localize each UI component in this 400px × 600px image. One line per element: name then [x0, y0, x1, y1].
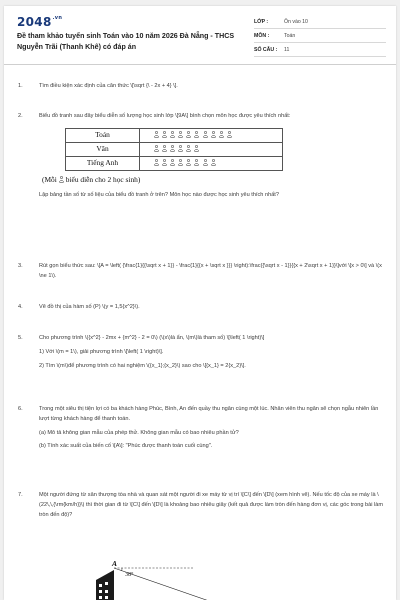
person-icon: [162, 144, 167, 151]
meta-row-subject: [254, 29, 386, 43]
logo-suffix: .vn: [52, 15, 63, 21]
person-icon: [154, 158, 159, 165]
meta-value: Toán: [284, 32, 296, 39]
building-icon: [96, 570, 114, 600]
legend-prefix: (Mỗi: [42, 174, 57, 184]
person-icon: [162, 158, 167, 165]
person-icon: [227, 130, 232, 137]
meta-info: [254, 15, 386, 57]
question-followup: Lập bảng tần số từ số liệu của biểu đồ tranh ở trên? Môn học nào được học sinh yêu thích nhất?: [39, 191, 279, 198]
question-3: [18, 262, 384, 282]
site-logo[interactable]: [17, 15, 62, 29]
pictograph-legend: [42, 174, 384, 187]
person-icon: [178, 144, 183, 151]
person-icon: [154, 130, 159, 137]
question-text: Biểu đồ tranh sau đây biểu diễn số lượng học sinh lớp \[9A\] bình chọn môn học được yêu thích nhất:: [39, 113, 291, 119]
question-part: 2) Tìm \(m\)để phương trình có hai nghiệm \({x_1};{x_2}\) sao cho \[{x_1} = 2{x_2}\].: [39, 362, 246, 369]
person-icon: [194, 130, 199, 137]
pictograph-row: [66, 156, 283, 170]
question-6: [18, 405, 384, 452]
meta-label: MÔN :: [254, 32, 270, 39]
question-part: (b) Tính xác suất của biến cố \[A\]: "Phúc được thanh toán cuối cùng".: [39, 443, 213, 450]
person-icon: [219, 130, 224, 137]
person-icon: [170, 144, 175, 151]
meta-row-count: [254, 43, 386, 57]
building-figure: [84, 558, 214, 600]
pictograph-label: Văn: [66, 142, 140, 156]
pictograph-icons: [140, 128, 283, 142]
question-number: 4.: [18, 304, 23, 310]
question-2: [18, 112, 384, 200]
pictograph-icons: [140, 142, 283, 156]
pictograph-row: [66, 142, 283, 156]
question-part: 1) Với \(m = 1\), giải phương trình \[\left( 1 \right)\].: [39, 348, 164, 355]
person-icon: [59, 175, 64, 182]
meta-label: SỐ CÂU :: [254, 46, 278, 53]
pictograph-row: [66, 128, 283, 142]
question-number: 2.: [18, 113, 23, 119]
person-icon: [211, 158, 216, 165]
person-icon: [203, 130, 208, 137]
point-a-label: A: [112, 559, 118, 568]
person-icon: [194, 144, 199, 151]
question-5: [18, 334, 384, 371]
person-icon: [178, 158, 183, 165]
question-text: Một người đứng từ sân thượng tòa nhà và quan sát một người đi xe máy từ vị trí \[C\] đến \[D\] (xem hình vẽ). Nếu tốc độ của xe máy là \(22\,\,{\rm{km/h}}\) thì thời gian đi từ \[C\] đến \[D\] là khoảng bao nhiêu giây (kết quả được làm tròn đến hàng đơn vị, các góc trong bài làm tròn đến độ)?: [39, 492, 384, 518]
person-icon: [203, 158, 208, 165]
question-text: Cho phương trình \({x^2} - 2mx + {m^2} - 2 = 0\) (\(x\)là ẩn, \(m\)là tham số) \[\left( 1 \right)\]: [39, 335, 265, 341]
document-page: [4, 6, 396, 600]
question-1: [18, 82, 384, 92]
person-icon: [194, 158, 199, 165]
question-text: Rút gọn biểu thức sau: \[A = \left( {\frac{1}{{\sqrt x + 1}} - \frac{1}{{x + \sqrt x }}} \right):\frac{{\sqrt x - 1}}{{x + 2\sqrt x + 1}}\]với \[x > 0\] và \(x \ne 1\).: [39, 263, 382, 279]
question-text: Trong một siêu thị tiện lợi có ba khách hàng Phúc, Bình, An đến quầy thu ngân cùng một lúc. Nhân viên thu ngân sẽ chọn ngẫu nhiên lần lượt từng khách hàng để thanh toán.: [39, 406, 379, 422]
question-number: 7.: [18, 492, 23, 498]
question-number: 6.: [18, 406, 23, 412]
question-number: 5.: [18, 335, 23, 341]
person-icon: [186, 144, 191, 151]
meta-value: Ôn vào 10: [284, 18, 308, 25]
person-icon: [170, 130, 175, 137]
document-header: [4, 6, 396, 65]
person-icon: [162, 130, 167, 137]
question-part: (a) Mô tả không gian mẫu của phép thử. Không gian mẫu có bao nhiêu phần tử?: [39, 429, 239, 436]
person-icon: [170, 158, 175, 165]
meta-label: LỚP :: [254, 18, 269, 25]
person-icon: [186, 158, 191, 165]
person-icon: [178, 130, 183, 137]
legend-suffix: biểu diễn cho 2 học sinh): [65, 174, 141, 184]
angle-label: 38°: [125, 572, 134, 578]
pictograph-label: Toán: [66, 128, 140, 142]
meta-row-class: [254, 15, 386, 29]
pictograph-label: Tiếng Anh: [66, 156, 140, 170]
logo-text: 2048: [17, 15, 52, 29]
document-title: Đề tham khảo tuyển sinh Toán vào 10 năm 2026 Đà Nẵng - THCS Nguyễn Trãi (Thanh Khê) có đáp án: [17, 32, 235, 51]
pictograph-table: [65, 128, 283, 171]
person-icon: [211, 130, 216, 137]
question-number: 1.: [18, 83, 23, 89]
question-4: [18, 303, 384, 313]
question-7: [18, 491, 384, 520]
meta-value: 11: [284, 46, 290, 53]
person-icon: [186, 130, 191, 137]
question-text: Vẽ đồ thị của hàm số (P) \(y = 1,5{x^2}\).: [39, 304, 140, 310]
question-number: 3.: [18, 263, 23, 269]
pictograph-icons: [140, 156, 283, 170]
question-text: Tìm điều kiện xác định của căn thức \[\sqrt {\ - 2x + 4} \].: [39, 83, 178, 89]
person-icon: [154, 144, 159, 151]
